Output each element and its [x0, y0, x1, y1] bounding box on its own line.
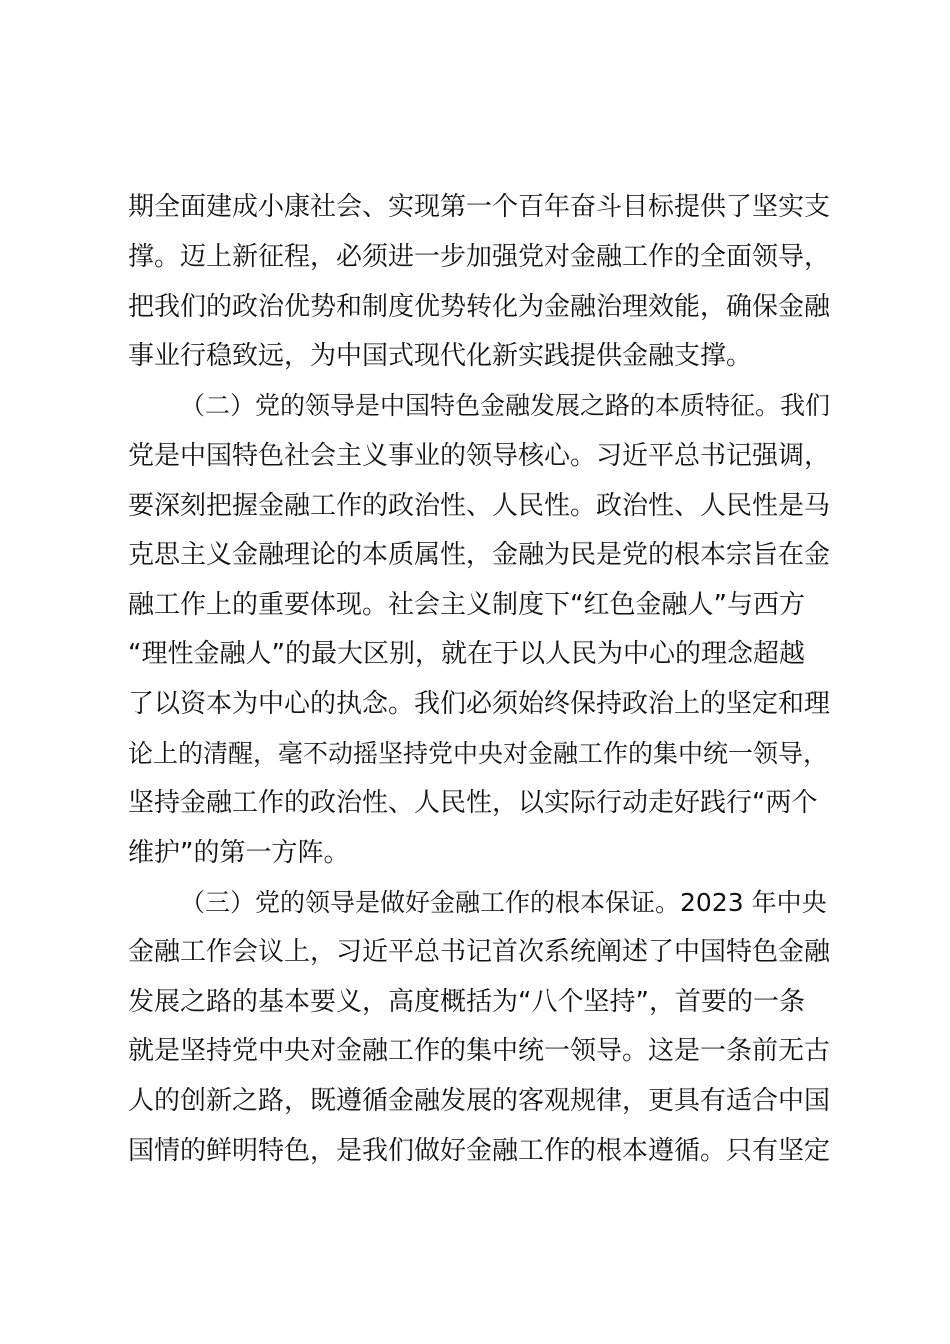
- text-line: 克思主义金融理论的本质属性，金融为民是党的根本宗旨在金: [128, 540, 831, 570]
- text-line: 撑。迈上新征程，必须进一步加强党对金融工作的全面领导，: [128, 242, 831, 272]
- text-line: 人的创新之路，既遵循金融发展的客观规律，更具有适合中国: [128, 1086, 831, 1116]
- text-line: 国情的鲜明特色，是我们做好金融工作的根本遵循。只有坚定: [128, 1136, 831, 1166]
- text-line: 了以资本为中心的执念。我们必须始终保持政治上的坚定和理: [128, 689, 831, 719]
- text-line: 期全面建成小康社会、实现第一个百年奋斗目标提供了坚实支: [128, 192, 831, 222]
- text-line: 事业行稳致远，为中国式现代化新实践提供金融支撑。: [128, 341, 753, 371]
- text-line: 坚持金融工作的政治性、人民性，以实际行动走好践行“两个: [128, 788, 818, 818]
- text-line: 把我们的政治优势和制度优势转化为金融治理效能，确保金融: [128, 292, 831, 322]
- text-line: 金融工作会议上，习近平总书记首次系统阐述了中国特色金融: [128, 937, 831, 967]
- text-line: 发展之路的基本要义，高度概括为“八个坚持”，首要的一条: [128, 987, 805, 1017]
- text-line: 党是中国特色社会主义事业的领导核心。习近平总书记强调，: [128, 441, 831, 471]
- text-line: 融工作上的重要体现。社会主义制度下“红色金融人”与西方: [128, 590, 805, 620]
- text-line: 维护”的第一方阵。: [128, 838, 350, 868]
- text-line: 论上的清醒，毫不动摇坚持党中央对金融工作的集中统一领导，: [128, 739, 829, 768]
- text-line: 就是坚持党中央对金融工作的集中统一领导。这是一条前无古: [128, 1036, 831, 1066]
- section-heading-line: （二）党的领导是中国特色金融发展之路的本质特征。我们: [180, 391, 831, 420]
- text-line: “理性金融人”的最大区别，就在于以人民为中心的理念超越: [128, 639, 805, 669]
- text-line: 要深刻把握金融工作的政治性、人民性。政治性、人民性是马: [128, 491, 831, 521]
- section-heading-line: （三）党的领导是做好金融工作的根本保证。2023 年中央: [180, 888, 827, 917]
